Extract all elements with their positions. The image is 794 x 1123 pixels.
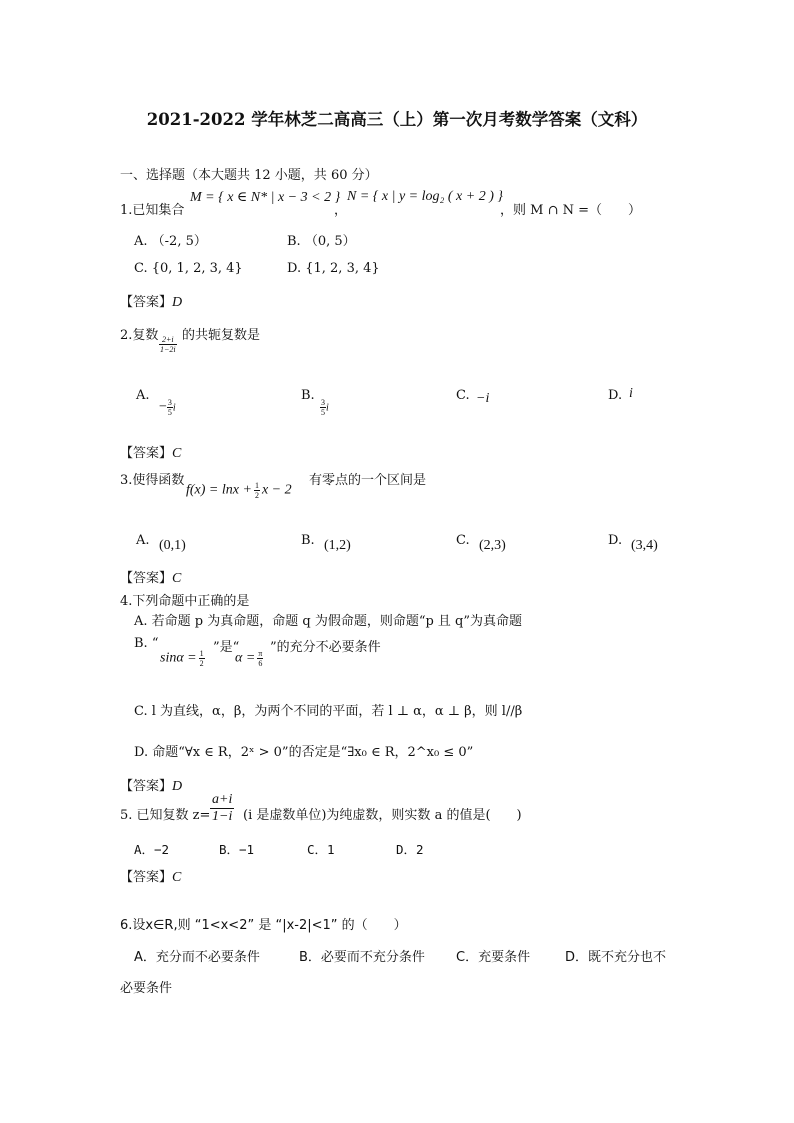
- q1-answer: [120, 291, 182, 311]
- q3-option-d-label: D.: [608, 533, 623, 548]
- answer-value: D: [172, 295, 183, 310]
- q2-option-c-label: C.: [456, 388, 470, 403]
- q5-option-a: A．−2: [134, 842, 170, 857]
- q2-option-a: − $\frac{3}{5}$ i: [159, 398, 176, 417]
- q3-function: f(x) = lnx + $\frac{1}{2}$ x − 2: [186, 481, 292, 500]
- q5-fraction: [210, 792, 234, 825]
- q2-tail: 的共轭复数是: [182, 328, 261, 343]
- q6-option-b: B．必要而不充分条件: [299, 950, 425, 965]
- q1-comma: ，: [334, 203, 348, 218]
- q2-frac-den: 1−2i: [160, 345, 176, 354]
- q4-option-c: C. l 为直线，α，β，为两个不同的平面，若 l ⊥ α，α ⊥ β，则 l//β: [134, 704, 523, 719]
- q1-stem: [120, 199, 184, 218]
- section-heading: 一、选择题（本大题共 12 小题，共 60 分）: [120, 168, 378, 183]
- q2-option-b: $\frac{3}{5}$ i: [321, 398, 329, 417]
- q1-option-b: B. （0, 5）: [287, 234, 356, 249]
- q3-prefix: 3.使得函数: [120, 473, 185, 488]
- q2-frac-num: 2+i: [159, 335, 177, 345]
- q5-answer: 【答案】C: [120, 870, 182, 885]
- q3-option-d: (3,4): [631, 538, 658, 553]
- q2-option-b-label: B.: [301, 388, 315, 403]
- q4-option-a: A. 若命题 p 为真命题，命题 q 为假命题，则命题“p 且 q”为真命题: [134, 614, 523, 629]
- q6-option-d-continued: 必要条件: [120, 981, 173, 996]
- q1-option-c: C. {0, 1, 2, 3, 4}: [134, 261, 243, 276]
- q4-option-d: D. 命题“∀x ∈ R，2ˣ > 0”的否定是“∃x₀ ∈ R，2^x₀ ≤ 0”: [134, 745, 474, 760]
- q6-stem: 6.设x∈R,则 “1<x<2” 是 “|x-2|<1” 的（ ）: [120, 918, 407, 933]
- q3-option-b: (1,2): [324, 538, 351, 553]
- q2-option-d-label: D.: [608, 388, 623, 403]
- q3-option-c-label: C.: [456, 533, 470, 548]
- q3-answer: 【答案】C: [120, 571, 182, 586]
- q4-option-b-sin: sinα = $\frac{1}{2}$: [160, 649, 204, 668]
- answer-label: 【答案】: [120, 295, 173, 310]
- q5-option-d: D．2: [396, 842, 424, 857]
- q2-option-a-label: A.: [136, 388, 150, 403]
- q3-option-b-label: B.: [301, 533, 315, 548]
- q4-answer: 【答案】D: [120, 779, 183, 794]
- q2-fraction: [159, 334, 177, 354]
- q2-option-d: i: [629, 386, 633, 401]
- q3-option-a-label: A.: [136, 533, 150, 548]
- q2-option-c: −i: [476, 391, 490, 406]
- q1-option-d: D. {1, 2, 3, 4}: [287, 261, 380, 276]
- q4-option-b-label: B. “: [134, 636, 159, 651]
- q6-option-c: C．充要条件: [456, 950, 531, 965]
- q3-option-a: (0,1): [159, 538, 186, 553]
- q1-prefix: 1.已知集合: [120, 203, 185, 218]
- q6-option-a: A．充分而不必要条件: [134, 950, 260, 965]
- page-title: 2021-2022 学年林芝二高高三（上）第一次月考数学答案（文科）: [146, 110, 648, 129]
- q4-prefix: 4.下列命题中正确的是: [120, 594, 250, 609]
- q4-option-b-tail: ”的充分不必要条件: [270, 640, 381, 655]
- q1-set-n: N = { x | y = log₂ ( x + 2 ) }: [347, 189, 503, 204]
- q1-set-m: M = { x ∈ N* | x − 3 < 2 }: [190, 190, 341, 205]
- q2-prefix: 2.复数: [120, 328, 159, 343]
- q3-tail: 有零点的一个区间是: [309, 473, 427, 488]
- q5-prefix: 5. 已知复数 z=: [120, 808, 211, 823]
- q5-frac-num: a+i: [212, 792, 233, 807]
- q2-answer: 【答案】C: [120, 446, 182, 461]
- q4-option-b-mid: ”是“: [213, 640, 240, 655]
- q5-option-c: C．1: [307, 842, 335, 857]
- q3-option-c: (2,3): [479, 538, 506, 553]
- q5-frac-den: 1−i: [212, 809, 233, 824]
- q5-tail: (i 是虚数单位)为纯虚数，则实数 a 的值是( ): [243, 808, 522, 823]
- q5-option-b: B．−1: [219, 842, 255, 857]
- q4-option-b-alpha: α = $\frac{\pi}{6}$: [235, 649, 263, 668]
- q6-option-d: D．既不充分也不: [565, 950, 667, 965]
- q1-tail: ，则 M ∩ N =（ ）: [500, 203, 642, 218]
- q1-option-a: A. （-2, 5）: [134, 234, 207, 249]
